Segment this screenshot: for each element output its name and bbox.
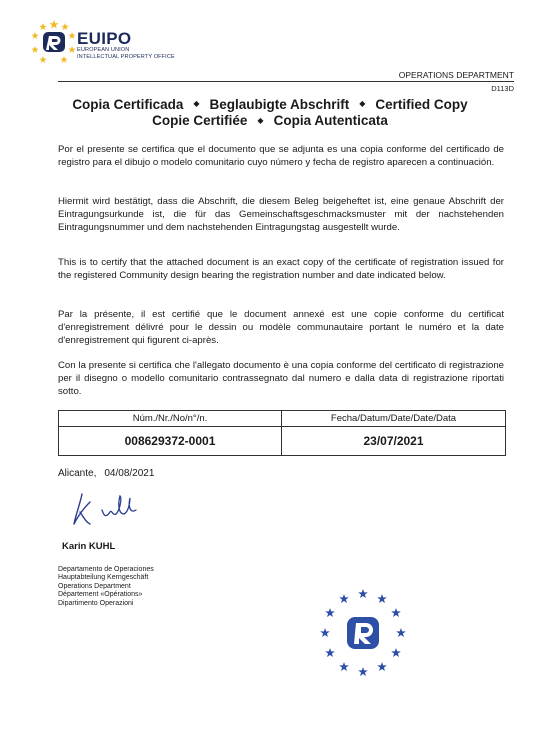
place: Alicante, [58, 468, 97, 479]
logo-mark-icon [30, 18, 78, 64]
title-it: Copia Autenticata [273, 113, 388, 129]
title-de: Beglaubigte Abschrift [209, 97, 350, 112]
euipo-seal [311, 585, 415, 690]
diamond-separator-icon: ◆ [257, 115, 264, 125]
registration-table [58, 410, 506, 456]
logo-subline-2: INTELLECTUAL PROPERTY OFFICE [77, 53, 175, 60]
handwritten-signature [68, 488, 148, 537]
title-fr: Copie Certifiée [152, 113, 248, 129]
paragraph-de: Hiermit wird bestätigt, dass die Abschrift, die diesem Beleg beigeheftet ist, eine genaue Abschrift der Eintragungsurkunde ist, die für das Gemeinschaftsgeschmacksmuster mit der nachstehenden Eintragungsnummer und dem nachstehenden Eintragungstag ausgestellt wurde. [58, 196, 504, 233]
issue-date: 04/08/2021 [104, 468, 155, 479]
department-header: OPERATIONS DEPARTMENT [398, 70, 514, 80]
logo-wordmark [77, 31, 175, 60]
title-es: Copia Certificada [72, 97, 184, 112]
logo-subline-1: EUROPEAN UNION [77, 47, 130, 53]
document-code: D113D [491, 84, 514, 93]
diamond-separator-icon: ◆ [359, 99, 366, 109]
paragraph-en: This is to certify that the attached document is an exact copy of the certificate of registration issued for the registered Community design bearing the registration number and date indicated below. [58, 257, 504, 281]
registration-number: 008629372-0001 [124, 434, 216, 448]
signature-icon [68, 488, 148, 532]
signer-departments [58, 566, 154, 608]
certificate-title [55, 97, 485, 130]
signer-name: Karin KUHL [62, 541, 116, 552]
paragraph-fr: Par la présente, il est certifié que le document annexé est une copie conforme du certificat d'enregistrement délivré pour le dessin ou modèle communautaire portant le numéro et la date d'enregistrement qui figurent ci-après. [58, 309, 504, 346]
paragraph-it: Con la presente si certifica che l'allegato documento è una copia conforme del certificato di registrazione per il disegno o modello comunitario contrassegnato dal numero e dalla data di registrazione riportati sotto. [58, 360, 504, 397]
department-line: Département «Opérations» [58, 591, 143, 599]
registration-number-label: Núm./Nr./No/n°/n. [59, 411, 281, 427]
department-line: Departamento de Operaciones [58, 566, 154, 573]
department-line: Operations Department [58, 582, 131, 590]
registration-date: 23/07/2021 [363, 434, 424, 448]
euipo-logo [30, 18, 180, 64]
eu-stars-seal-icon [311, 585, 415, 685]
registration-date-label: Fecha/Datum/Date/Date/Data [282, 411, 505, 427]
department-line: Dipartimento Operazioni [58, 599, 134, 607]
department-line: Hauptabteilung Kerngeschäft [58, 574, 149, 582]
title-en: Certified Copy [375, 97, 468, 112]
place-and-date [58, 468, 154, 479]
logo-brand-ipo: IPO [101, 29, 132, 48]
paragraph-es: Por el presente se certifica que el documento que se adjunta es una copia conforme del certificado de registro para el dibujo o modelo comunitario cuyo número y fecha de registro aparecen a continuación. [58, 144, 504, 168]
diamond-separator-icon: ◆ [193, 99, 200, 109]
logo-brand-eu: EU [77, 29, 102, 48]
header-divider [58, 81, 514, 82]
